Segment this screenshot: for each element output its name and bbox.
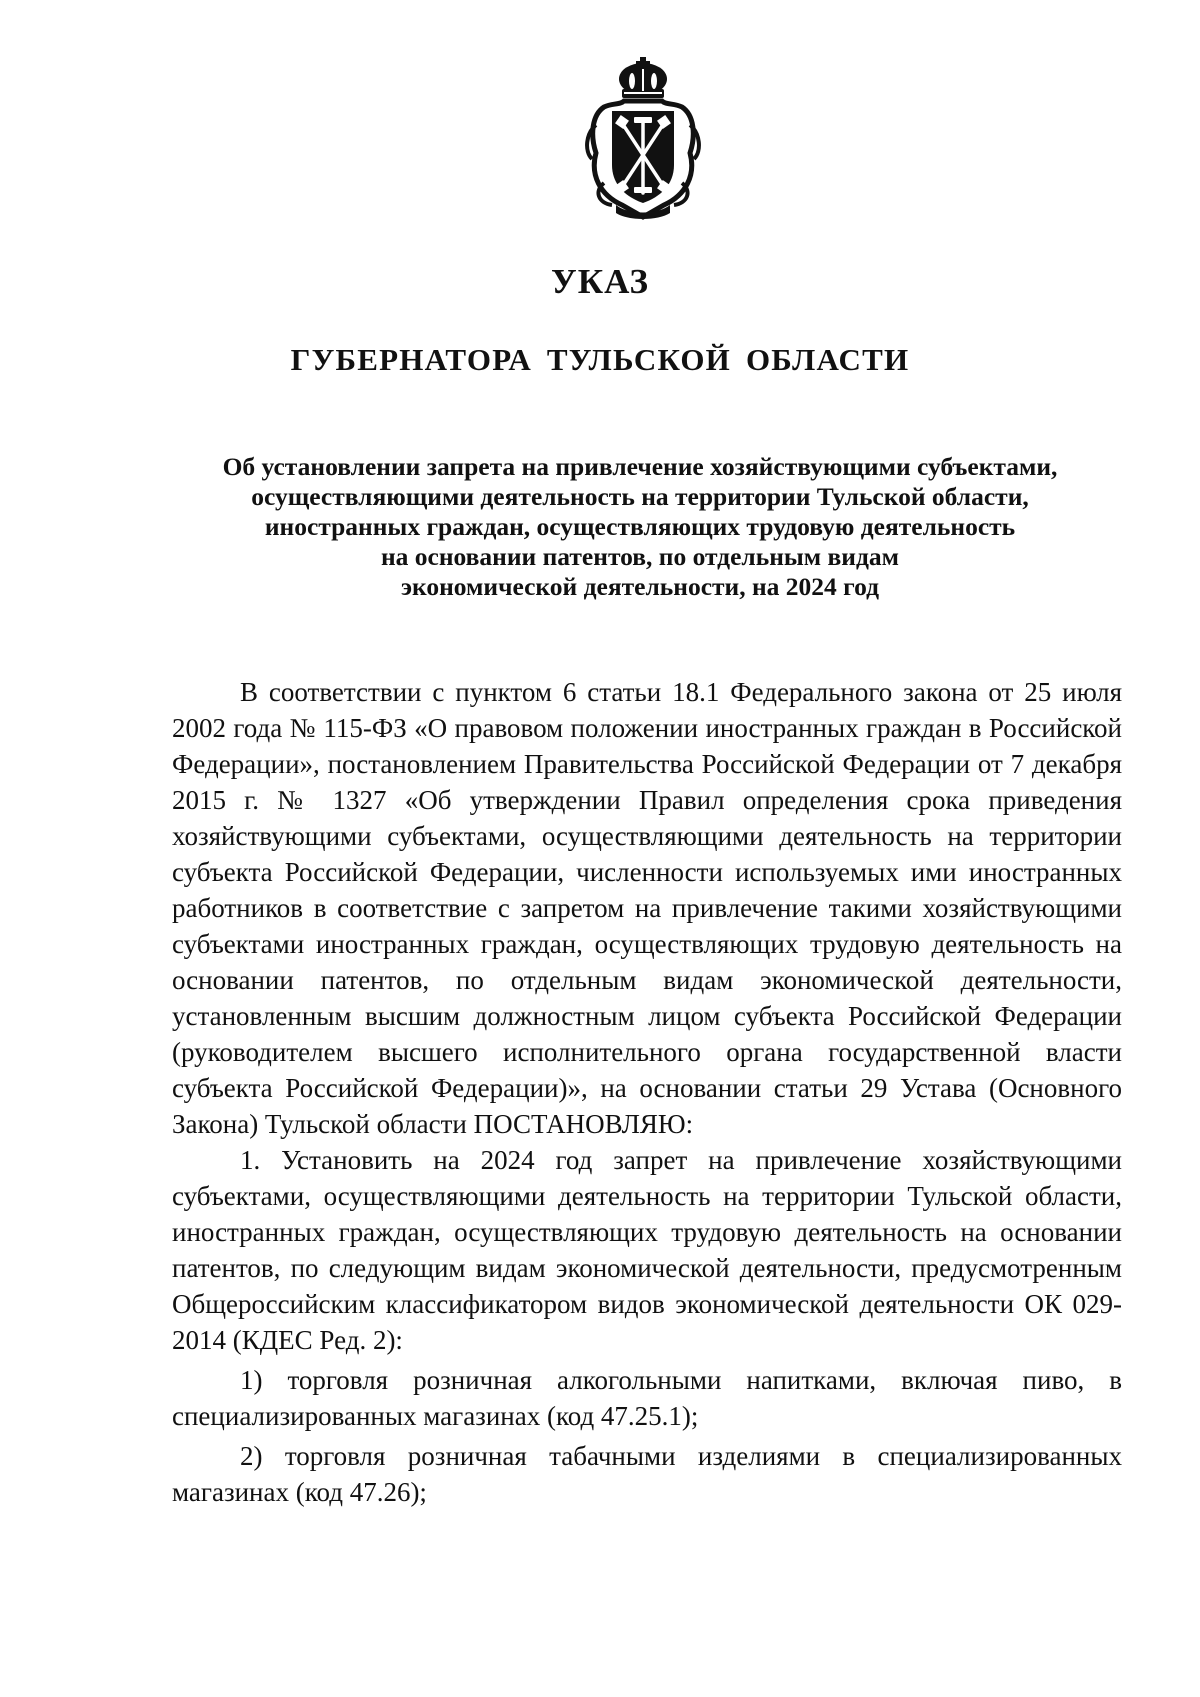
document-title bbox=[170, 452, 1110, 602]
subitem-2-paragraph: 2) торговля розничная табачными изделиями в специализированных магазинах (код 47.26); bbox=[172, 1441, 1122, 1507]
item-1-paragraph: 1. Установить на 2024 год запрет на привлечение хозяйствующими субъектами, осуществляющими деятельность на территории Тульской области, иностранных граждан, осуществляющих трудовую деятельность на основании патентов, по следующим видам экономической деятельности, предусмотренным Общероссийским классификатором видов экономической деятельности ОК 029-2014 (КДЕС Ред. 2): bbox=[172, 1145, 1122, 1355]
title-line: осуществляющими деятельность на территории Тульской области, bbox=[251, 482, 1029, 511]
title-line: на основании патентов, по отдельным видам bbox=[380, 542, 900, 571]
issuer-heading: ГУБЕРНАТОРА ТУЛЬСКОЙ ОБЛАСТИ bbox=[290, 342, 910, 377]
preamble-paragraph: В соответствии с пунктом 6 статьи 18.1 Федерального закона от 25 июля 2002 года № 115-ФЗ «О правовом положении иностранных граждан в Российской Федерации», постановлением Правительства Российской Федерации от 7 декабря 2015 г. № 1327 «Об утверждении Правил определения срока приведения хозяйствующими субъектами, осуществляющими деятельность на территории субъекта Российской Федерации, численности используемых ими иностранных работников в соответствие с запретом на привлечение такими хозяйствующими субъектами иностранных граждан, осуществляющих трудовую деятельность на основании патентов, по отдельным видам экономической деятельности, установленным высшим должностным лицом субъекта Российской Федерации (руководителем высшего исполнительного органа государственной власти субъекта Российской Федерации)», на основании статьи 29 Устава (Основного Закона) Тульской области ПОСТАНОВЛЯЮ: bbox=[172, 677, 1122, 1139]
coat-of-arms-icon bbox=[582, 55, 704, 220]
document-body bbox=[172, 674, 1122, 1510]
title-line: Об установлении запрета на привлечение хозяйствующими субъектами, bbox=[222, 452, 1058, 481]
subitem-1-paragraph: 1) торговля розничная алкогольными напитками, включая пиво, в специализированных магазинах (код 47.25.1); bbox=[172, 1365, 1122, 1431]
title-line: экономической деятельности, на 2024 год bbox=[400, 572, 880, 601]
title-line: иностранных граждан, осуществляющих трудовую деятельность bbox=[264, 512, 1016, 541]
document-type-heading: УКАЗ bbox=[551, 262, 649, 301]
